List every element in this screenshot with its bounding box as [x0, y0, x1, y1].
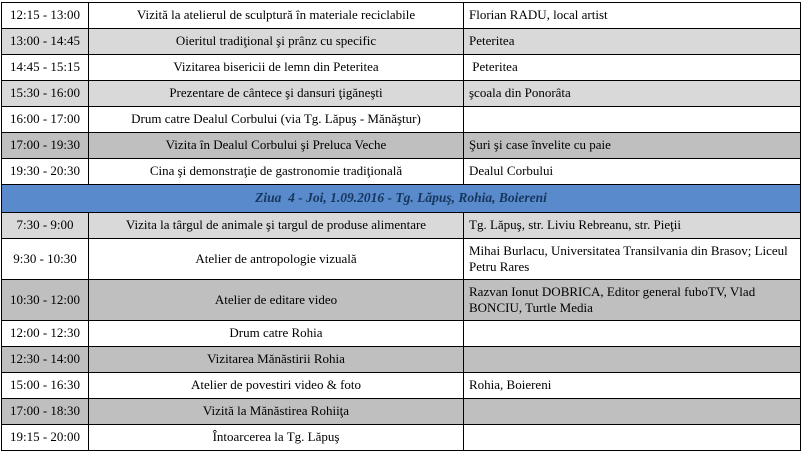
table-row [2, 3, 801, 29]
activity-cell: Vizitarea bisericii de lemn din Peteritea [89, 55, 464, 81]
table-row [2, 29, 801, 55]
activity-cell: Drum catre Rohia [89, 321, 464, 347]
schedule-table [1, 2, 801, 451]
details-cell [464, 321, 801, 347]
time-cell: 14:45 - 15:15 [2, 55, 89, 81]
details-cell: Dealul Corbului [464, 159, 801, 185]
table-row [2, 373, 801, 399]
time-cell: 19:30 - 20:30 [2, 159, 89, 185]
activity-cell: Vizita în Dealul Corbului şi Preluca Veche [89, 133, 464, 159]
details-cell [464, 399, 801, 425]
details-cell: Florian RADU, local artist [464, 3, 801, 29]
table-row [2, 425, 801, 451]
table-row [2, 347, 801, 373]
activity-cell: Cina şi demonstraţie de gastronomie tradiţională [89, 159, 464, 185]
details-cell: Şuri şi case învelite cu paie [464, 133, 801, 159]
activity-cell: Oieritul tradiţional şi prânz cu specific [89, 29, 464, 55]
table-row [2, 321, 801, 347]
time-cell: 17:00 - 19:30 [2, 133, 89, 159]
activity-cell: Atelier de editare video [89, 280, 464, 321]
time-cell: 12:30 - 14:00 [2, 347, 89, 373]
details-cell [464, 425, 801, 451]
table-row [2, 280, 801, 321]
day-header-row [2, 185, 801, 213]
time-cell: 7:30 - 9:00 [2, 213, 89, 239]
details-cell: Rohia, Boiereni [464, 373, 801, 399]
activity-cell: Atelier de antropologie vizuală [89, 239, 464, 280]
time-cell: 12:15 - 13:00 [2, 3, 89, 29]
activity-cell: Întoarcerea la Tg. Lăpuş [89, 425, 464, 451]
schedule-body [2, 3, 801, 451]
details-cell: Mihai Burlacu, Universitatea Transilvania din Brasov; Liceul Petru Rares [464, 239, 801, 280]
time-cell: 9:30 - 10:30 [2, 239, 89, 280]
activity-cell: Vizitarea Mănăstirii Rohia [89, 347, 464, 373]
table-row [2, 159, 801, 185]
table-row [2, 399, 801, 425]
activity-cell: Vizita la târgul de animale şi targul de produse alimentare [89, 213, 464, 239]
details-cell: şcoala din Ponorâta [464, 81, 801, 107]
details-cell [464, 107, 801, 133]
table-row [2, 213, 801, 239]
table-row [2, 55, 801, 81]
details-cell: Peteritea [464, 29, 801, 55]
activity-cell: Drum catre Dealul Corbului (via Tg. Lăpuş - Mănăştur) [89, 107, 464, 133]
time-cell: 17:00 - 18:30 [2, 399, 89, 425]
time-cell: 15:30 - 16:00 [2, 81, 89, 107]
activity-cell: Vizită la Mănăstirea Rohiiţa [89, 399, 464, 425]
details-cell [464, 347, 801, 373]
time-cell: 15:00 - 16:30 [2, 373, 89, 399]
details-cell: Tg. Lăpuş, str. Liviu Rebreanu, str. Pieţii [464, 213, 801, 239]
activity-cell: Vizită la atelierul de sculptură în materiale reciclabile [89, 3, 464, 29]
table-row [2, 107, 801, 133]
time-cell: 12:00 - 12:30 [2, 321, 89, 347]
table-row [2, 133, 801, 159]
time-cell: 10:30 - 12:00 [2, 280, 89, 321]
details-cell: Peteritea [464, 55, 801, 81]
table-row [2, 81, 801, 107]
activity-cell: Prezentare de cântece şi dansuri ţigăneşti [89, 81, 464, 107]
time-cell: 19:15 - 20:00 [2, 425, 89, 451]
day-header: Ziua 4 - Joi, 1.09.2016 - Tg. Lăpuş, Rohia, Boiereni [2, 185, 801, 213]
details-cell: Razvan Ionut DOBRICA, Editor general fuboTV, Vlad BONCIU, Turtle Media [464, 280, 801, 321]
table-row [2, 239, 801, 280]
time-cell: 16:00 - 17:00 [2, 107, 89, 133]
time-cell: 13:00 - 14:45 [2, 29, 89, 55]
activity-cell: Atelier de povestiri video & foto [89, 373, 464, 399]
